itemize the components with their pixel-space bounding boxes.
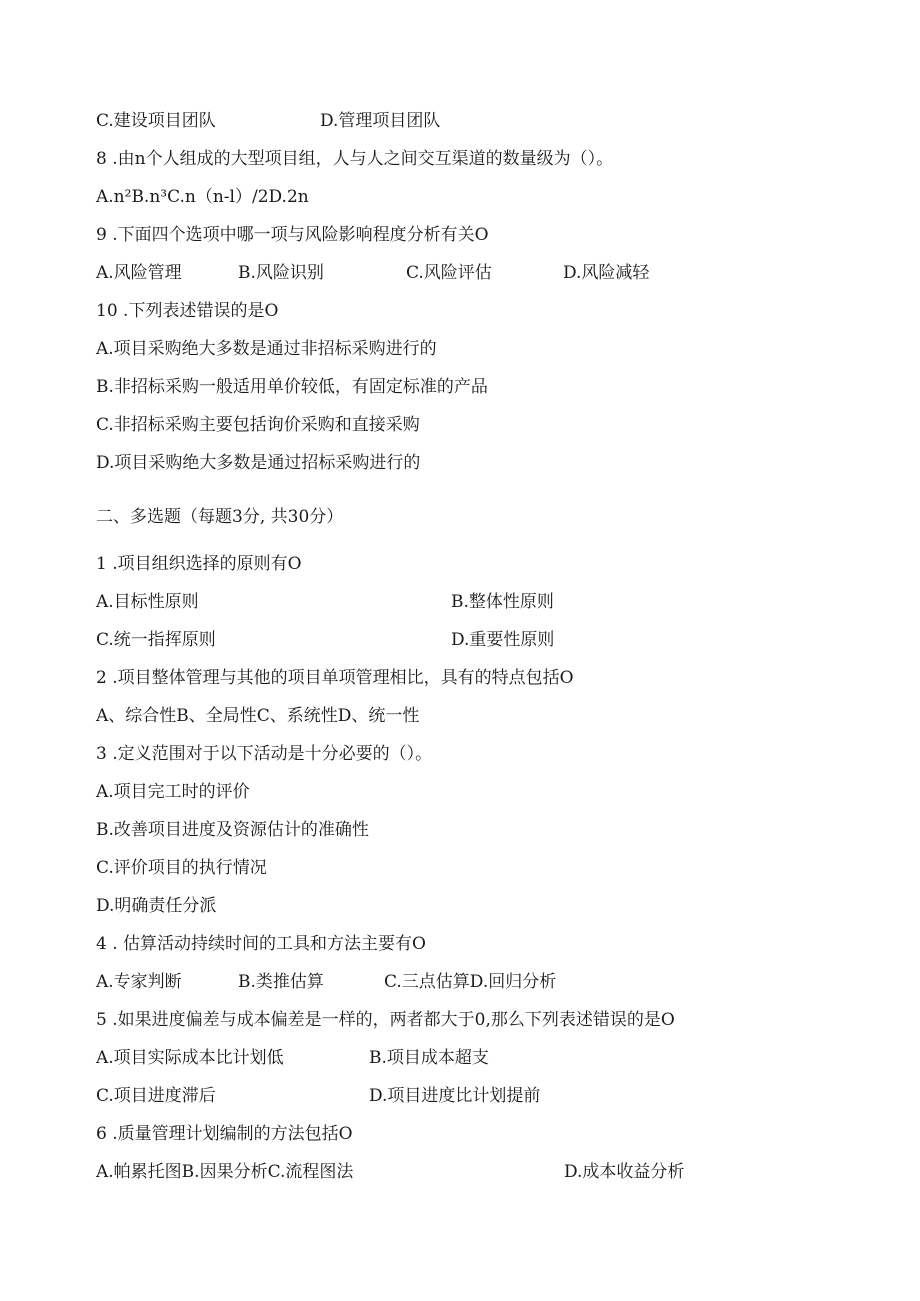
m5-option-c: C.项目进度滞后 (96, 1086, 216, 1106)
m3-option-b: B.改善项目进度及资源估计的准确性 (96, 820, 369, 840)
m3-stem: 3 .定义范围对于以下活动是十分必要的（）。 (96, 744, 433, 764)
q9-option-d: D.风险减轻 (563, 263, 650, 283)
m1-stem: 1 .项目组织选择的原则有O (96, 554, 302, 574)
q10-option-d: D.项目采购绝大多数是通过招标采购进行的 (96, 453, 421, 473)
m1-option-c: C.统一指挥原则 (96, 630, 216, 650)
m6-option-abc: A.帕累托图B.因果分析C.流程图法 (96, 1162, 354, 1182)
m1-option-a: A.目标性原则 (96, 592, 199, 612)
q9-option-c: C.风险评估 (406, 263, 492, 283)
m4-option-cd: C.三点估算D.回归分析 (384, 972, 557, 992)
q10-option-b: B.非招标采购一般适用单价较低，有固定标准的产品 (96, 377, 488, 397)
q7-option-c: C.建设项目团队 (96, 111, 216, 131)
m4-option-b: B.类推估算 (238, 972, 324, 992)
q9-stem: 9 .下面四个选项中哪一项与风险影响程度分析有关O (96, 225, 489, 245)
q8-options: A.n²B.n³C.n（n-l）/2D.2n (96, 187, 309, 207)
q8-stem: 8 .由n个人组成的大型项目组，人与人之间交互渠道的数量级为（）。 (96, 149, 614, 169)
q10-option-c: C.非招标采购主要包括询价采购和直接采购 (96, 415, 420, 435)
m5-option-d: D.项目进度比计划提前 (369, 1086, 541, 1106)
m1-option-d: D.重要性原则 (451, 630, 555, 650)
m2-options: A、综合性B、全局性C、系统性D、统一性 (96, 706, 420, 726)
m5-option-a: A.项目实际成本比计划低 (96, 1048, 284, 1068)
m1-option-b: B.整体性原则 (451, 592, 554, 612)
q7-option-d: D.管理项目团队 (320, 111, 441, 131)
m2-stem: 2 .项目整体管理与其他的项目单项管理相比，具有的特点包括O (96, 668, 574, 688)
q10-option-a: A.项目采购绝大多数是通过非招标采购进行的 (96, 339, 437, 359)
m6-option-d: D.成本收益分析 (564, 1162, 685, 1182)
m4-option-a: A.专家判断 (96, 972, 182, 992)
m3-option-a: A.项目完工时的评价 (96, 782, 250, 802)
m5-stem: 5 .如果进度偏差与成本偏差是一样的，两者都大于0,那么下列表述错误的是O (96, 1010, 675, 1030)
m6-stem: 6 .质量管理计划编制的方法包括O (96, 1124, 353, 1144)
m3-option-d: D.明确责任分派 (96, 896, 217, 916)
q9-option-b: B.风险识别 (238, 263, 324, 283)
m5-option-b: B.项目成本超支 (369, 1048, 489, 1068)
q10-stem: 10 .下列表述错误的是O (96, 301, 279, 321)
m3-option-c: C.评价项目的执行情况 (96, 858, 267, 878)
section-heading-multiple-choice: 二、多选题（每题3分, 共30分） (96, 507, 344, 527)
m4-stem: 4 . 估算活动持续时间的工具和方法主要有O (96, 934, 426, 954)
q9-option-a: A.风险管理 (96, 263, 182, 283)
